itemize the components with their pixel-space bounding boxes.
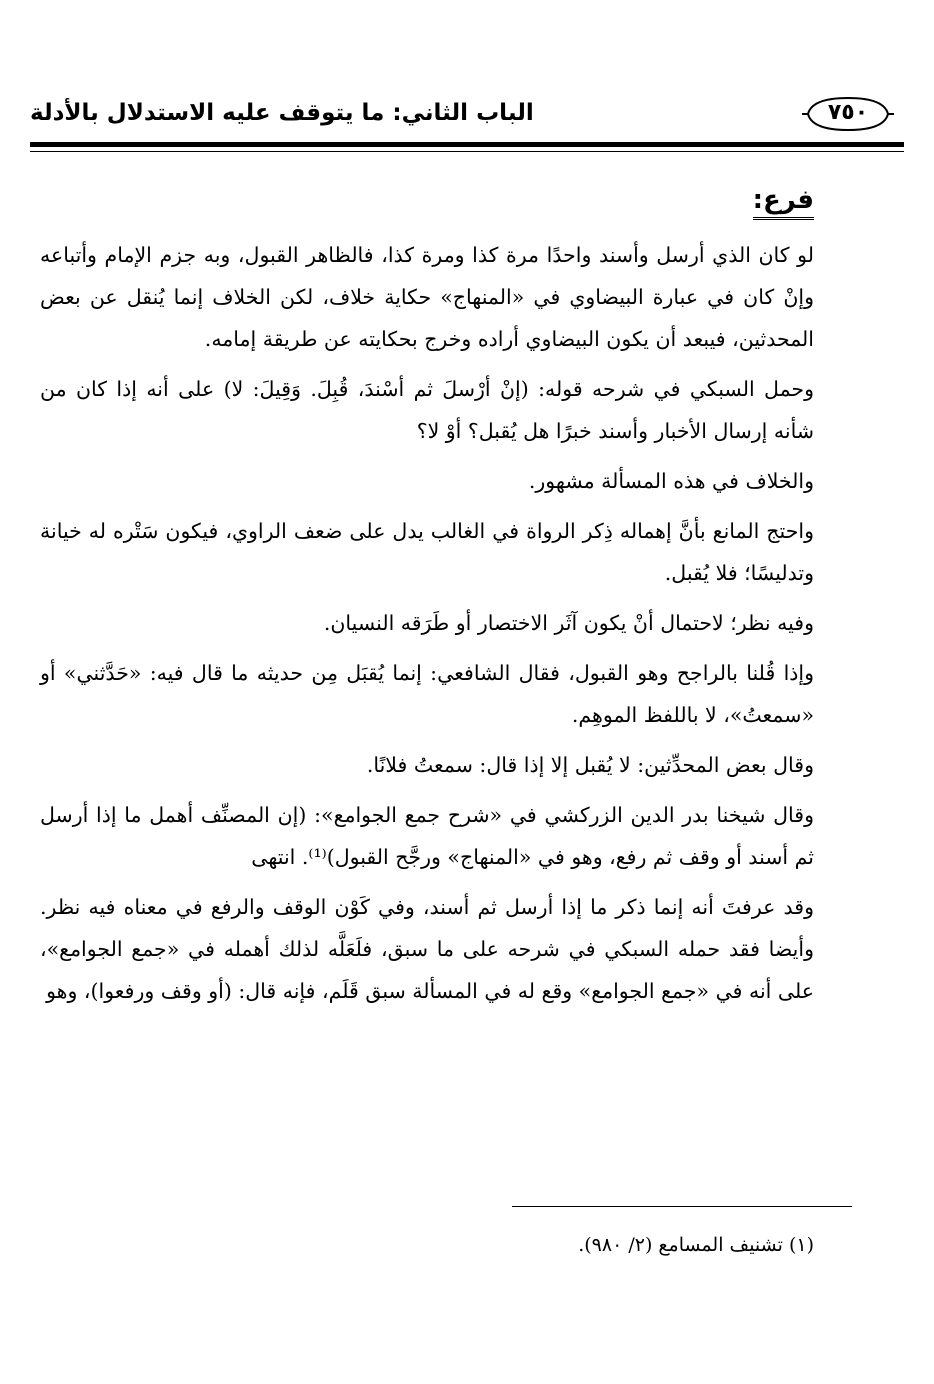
page-number-badge	[798, 94, 898, 134]
paragraph: واحتج المانع بأنَّ إهماله ذِكر الرواة في الغالب يدل على ضعف الراوي، فيكون سَتْره له خيانة وتدليسًا؛ فلا يُقبل.	[40, 519, 814, 585]
page-header	[30, 92, 904, 140]
paragraph: والخلاف في هذه المسألة مشهور.	[528, 469, 814, 493]
paragraph: وحمل السبكي في شرحه قوله: (إنْ أرْسلَ ثم أسْندَ، قُبِلَ. وَقِيلَ: لا) على أنه إذا كان من شأنه إرسال الأخبار وأسند خبرًا هل يُقبل؟ أوْ لا؟	[40, 377, 814, 443]
paragraph: وقد عرفتَ أنه إنما ذكر ما إذا أرسل ثم أسند، وفي كَوْن الوقف والرفع في معناه فيه نظر. وأيضا فقد حمله السبكي في شرحه على ما سبق، فلَعَلَّه لذلك أهمله في «جمع الجوامع»، على أنه في «جمع الجوامع» وقع له في المسألة سبق قَلَم، فإنه قال: (أو وقف ورفعوا)، وهو	[40, 895, 814, 1003]
page-number: ٧٥٠	[827, 100, 869, 125]
footnote: (١) تشنيف المسامع (٢/ ٩٨٠).	[578, 1234, 814, 1256]
paragraph: لو كان الذي أرسل وأسند واحدًا مرة كذا ومرة كذا، فالظاهر القبول، وبه جزم الإمام وأتباعه وإنْ كان في عبارة البيضاوي في «المنهاج» حكاية خلاف، لكن الخلاف إنما يُنقل عن بعض المحدثين، فيبعد أن يكون البيضاوي أراده وخرج بحكايته عن طريقة إمامه.	[40, 243, 814, 351]
paragraph: وفيه نظر؛ لاحتمال أنْ يكون آثَر الاختصار أو طَرَقه النسيان.	[323, 611, 814, 635]
paragraph: وقال بعض المحدِّثين: لا يُقبل إلا إذا قال: سمعتُ فلانًا.	[366, 753, 814, 777]
footnote-separator	[512, 1206, 852, 1207]
paragraph: وإذا قُلنا بالراجح وهو القبول، فقال الشافعي: إنما يُقبَل مِن حديثه ما قال فيه: «حَدَّثني» أو «سمعتُ»، لا باللفظ الموهِم.	[40, 661, 814, 727]
section-heading: فرع:	[753, 185, 814, 220]
main-text	[40, 185, 814, 1020]
running-title: الباب الثاني: ما يتوقف عليه الاستدلال بالأدلة	[30, 100, 534, 126]
paragraph: وقال شيخنا بدر الدين الزركشي في «شرح جمع الجوامع»: (إن المصنِّف أهمل ما إذا أرسل ثم أسند أو وقف ثم رفع، وهو في «المنهاج» ورجَّح القبول)⁽¹⁾. انتهى	[40, 803, 814, 869]
header-rule-thin	[30, 151, 904, 152]
header-rule-thick	[30, 142, 904, 147]
